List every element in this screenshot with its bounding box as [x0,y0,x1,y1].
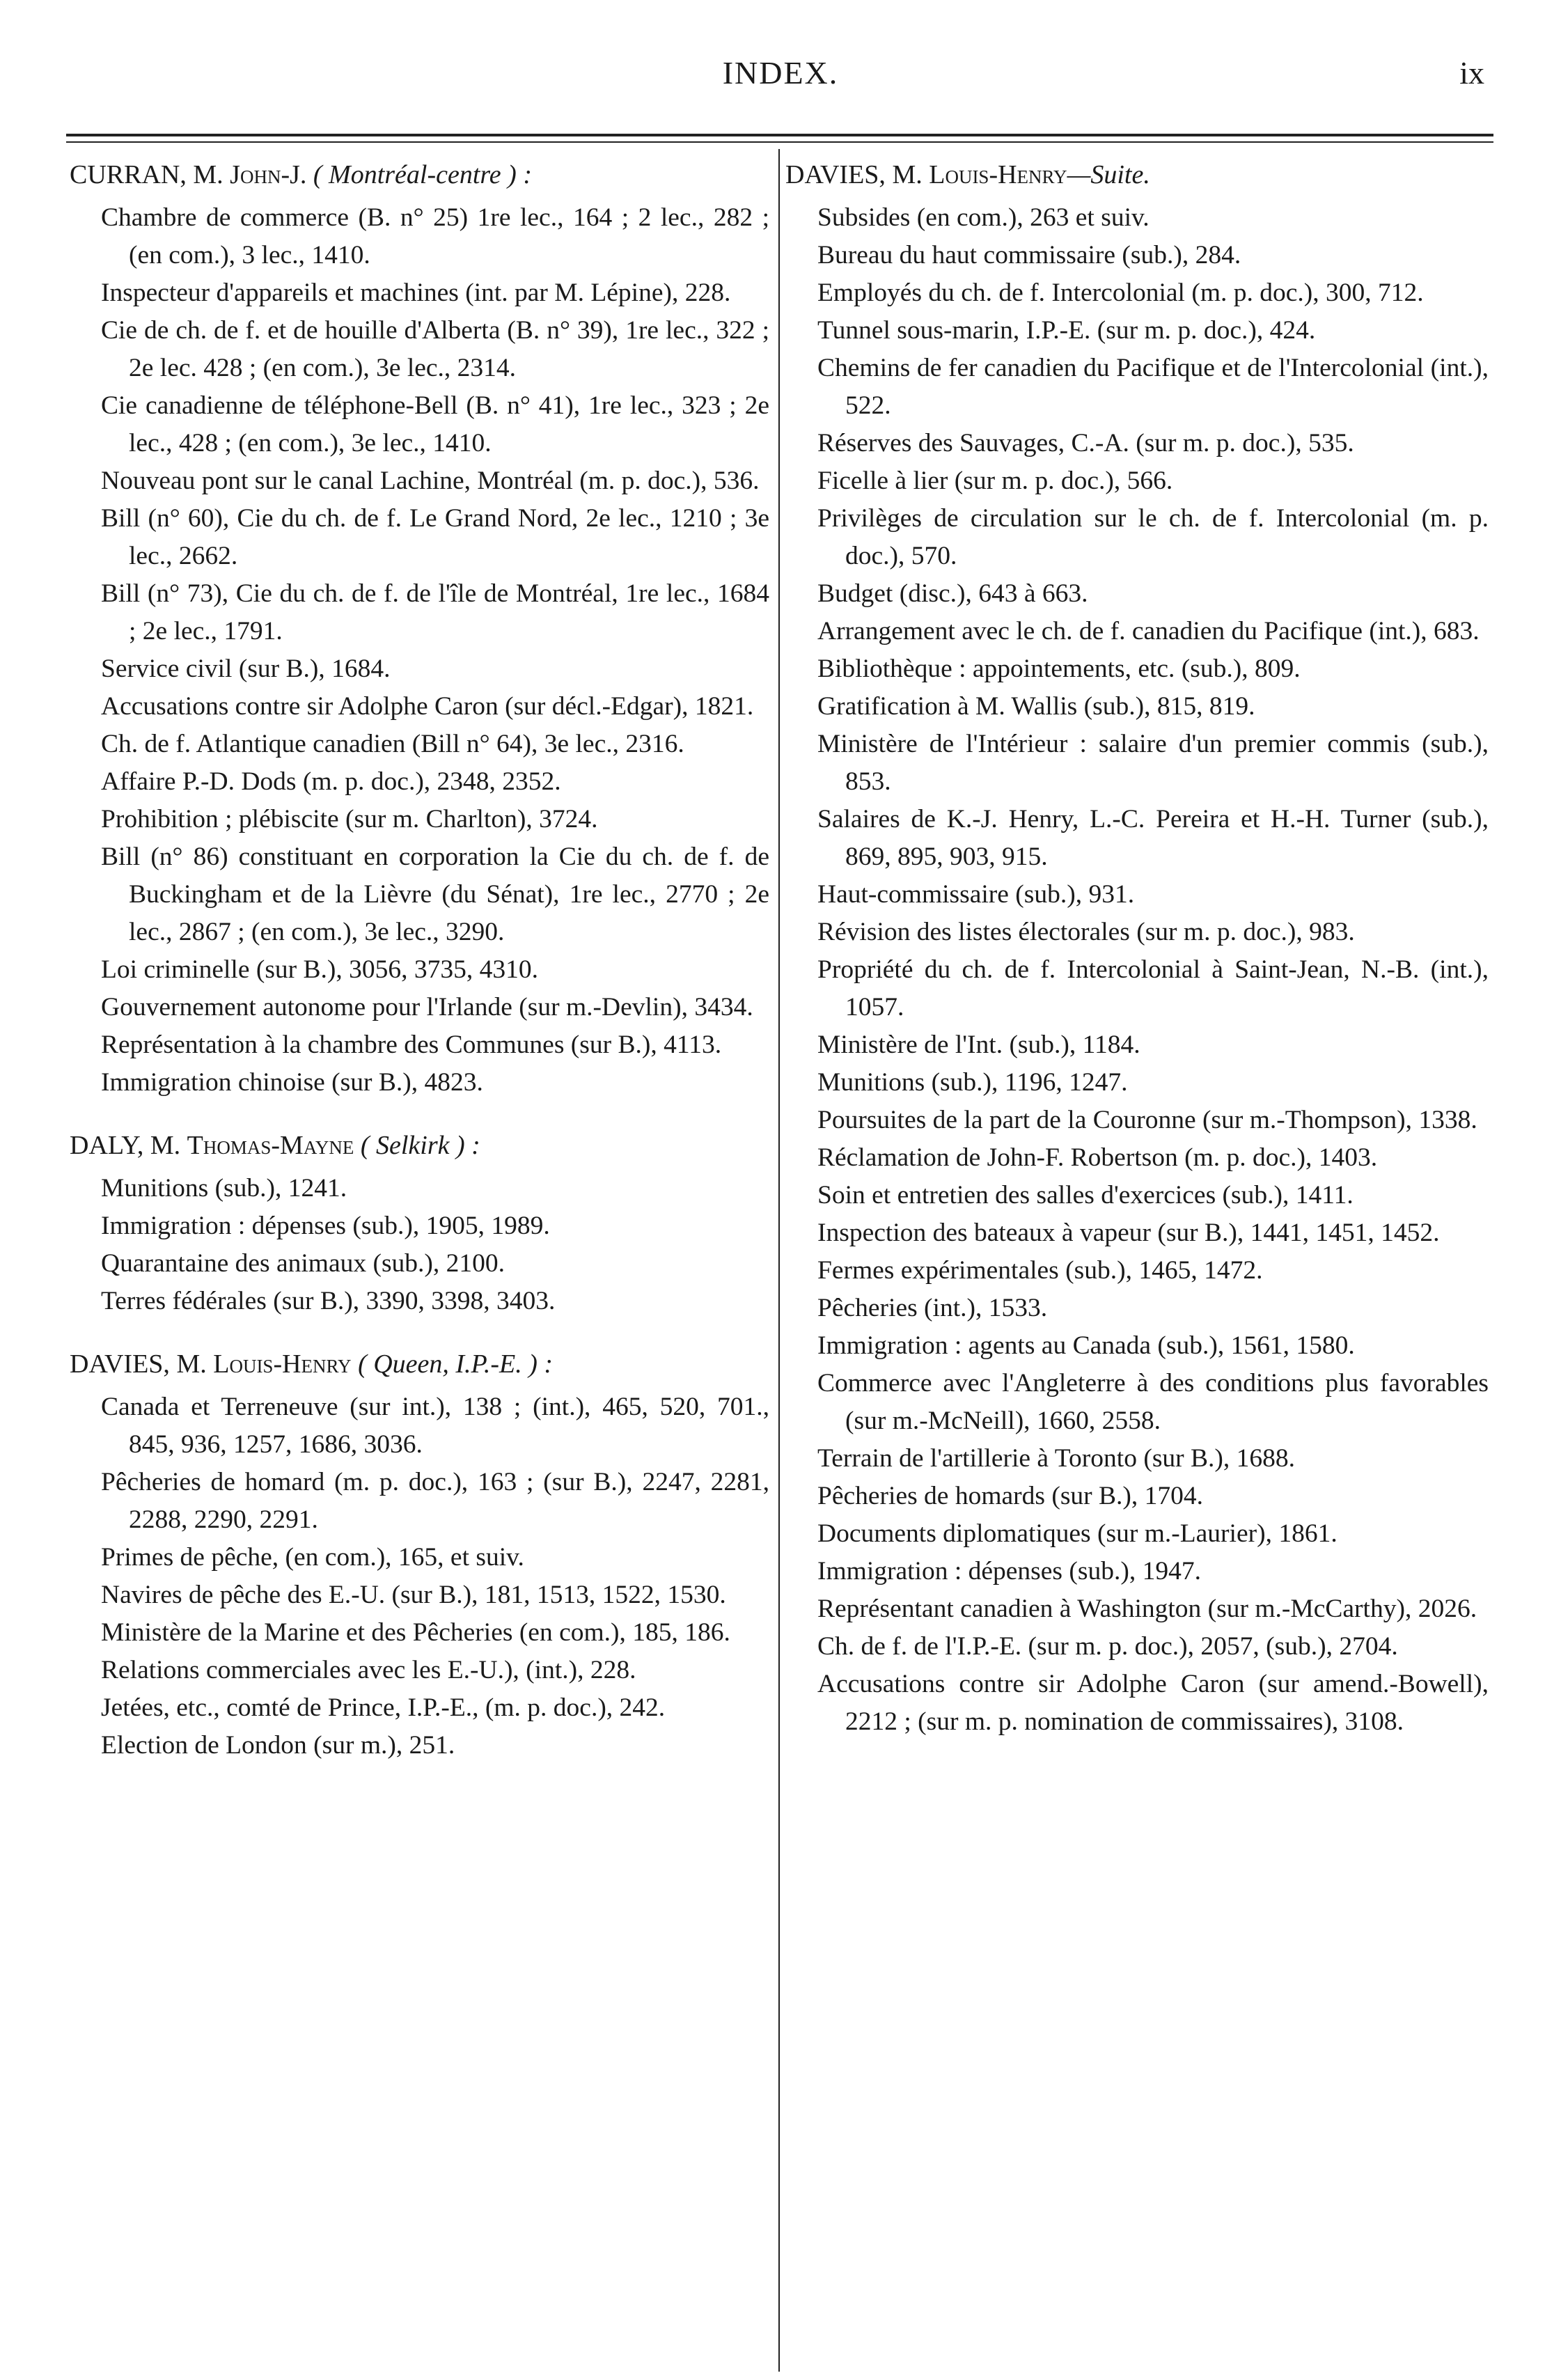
index-entry: Inspecteur d'appareils et machines (int. par M. Lépine), 228. [101,279,731,307]
entry-list-daly [70,1170,769,1320]
index-entry: Ministère de l'Intérieur : salaire d'un premier commis (sub.), 853. [817,730,1489,796]
name-heading-davies [70,1348,769,1380]
surname: DAVIES, [785,160,886,189]
index-entry: Commerce avec l'Angleterre à des conditions plus favorables (sur m.-McNeill), 1660, 2558. [817,1369,1489,1435]
index-entry: Terres fédérales (sur B.), 3390, 3398, 3403. [101,1287,556,1315]
column-divider [778,149,780,2372]
index-entry: Propriété du ch. de f. Intercolonial à Saint-Jean, N.-B. (int.), 1057. [817,955,1489,1021]
name-heading-davies-suite [785,159,1489,191]
index-entry: Chambre de commerce (B. n° 25) 1re lec., 164 ; 2 lec., 282 ; (en com.), 3 lec., 1410. [101,203,769,269]
index-entry: Ficelle à lier (sur m. p. doc.), 566. [817,467,1173,495]
header-rule-thin [66,141,1493,143]
riding: ( Selkirk ) : [360,1131,480,1160]
page-number: ix [1459,55,1484,91]
entry-list-davies [70,1388,769,1764]
index-entry: Pêcheries de homard (m. p. doc.), 163 ; (sur B.), 2247, 2281, 2288, 2290, 2291. [101,1468,769,1534]
index-entry: Prohibition ; plébiscite (sur m. Charlton), 3724. [101,805,598,833]
given-name: Thomas-Mayne [187,1131,354,1160]
index-entry: Salaires de K.-J. Henry, L.-C. Pereira et H.-H. Turner (sub.), 869, 895, 903, 915. [817,805,1489,871]
index-entry: Chemins de fer canadien du Pacifique et de l'Intercolonial (int.), 522. [817,354,1489,420]
section-gap [70,1320,769,1348]
index-entry: Affaire P.-D. Dods (m. p. doc.), 2348, 2352. [101,767,561,796]
index-entry: Service civil (sur B.), 1684. [101,655,391,683]
index-entry: Haut-commissaire (sub.), 931. [817,880,1135,909]
honorific: M. [193,160,223,189]
index-entry: Employés du ch. de f. Intercolonial (m. p. doc.), 300, 712. [817,279,1424,307]
index-entry: Bibliothèque : appointements, etc. (sub.), 809. [817,655,1301,683]
section-gap [70,1102,769,1129]
suite-marker: —Suite. [1067,160,1150,189]
index-entry: Subsides (en com.), 263 et suiv. [817,203,1150,232]
index-entry: Soin et entretien des salles d'exercices (sub.), 1411. [817,1181,1354,1209]
given-name: Louis-Henry [929,160,1067,189]
index-entry: Canada et Terreneuve (sur int.), 138 ; (int.), 465, 520, 701., 845, 936, 1257, 1686, 3036. [101,1393,769,1459]
index-entry: Ch. de f. de l'I.P.-E. (sur m. p. doc.), 2057, (sub.), 2704. [817,1632,1398,1661]
index-entry: Immigration chinoise (sur B.), 4823. [101,1068,483,1097]
index-entry: Cie de ch. de f. et de houille d'Alberta (B. n° 39), 1re lec., 322 ; 2e lec. 428 ; (en com.), 3e lec., 2314. [101,316,769,382]
surname: DALY, [70,1131,144,1160]
index-entry: Représentant canadien à Washington (sur m.-McCarthy), 2026. [817,1595,1477,1623]
index-entry: Navires de pêche des E.-U. (sur B.), 181, 1513, 1522, 1530. [101,1581,726,1609]
header-rule-thick [66,134,1493,136]
index-entry: Bill (n° 73), Cie du ch. de f. de l'île de Montréal, 1re lec., 1684 ; 2e lec., 1791. [101,579,769,645]
index-entry: Cie canadienne de téléphone-Bell (B. n° 41), 1re lec., 323 ; 2e lec., 428 ; (en com.), 3e lec., 1410. [101,391,769,457]
surname: CURRAN, [70,160,187,189]
index-entry: Inspection des bateaux à vapeur (sur B.), 1441, 1451, 1452. [817,1219,1440,1247]
index-entry: Accusations contre sir Adolphe Caron (sur décl.-Edgar), 1821. [101,692,754,721]
index-entry: Munitions (sub.), 1241. [101,1174,347,1203]
page-title: INDEX. [722,55,839,91]
index-entry: Poursuites de la part de la Couronne (sur m.-Thompson), 1338. [817,1106,1477,1134]
index-entry: Documents diplomatiques (sur m.-Laurier), 1861. [817,1519,1338,1548]
index-entry: Révision des listes électorales (sur m. p. doc.), 983. [817,918,1355,946]
index-entry: Budget (disc.), 643 à 663. [817,579,1088,608]
index-entry: Jetées, etc., comté de Prince, I.P.-E., (m. p. doc.), 242. [101,1693,666,1722]
index-entry: Ministère de la Marine et des Pêcheries (en com.), 185, 186. [101,1618,730,1647]
index-entry: Quarantaine des animaux (sub.), 2100. [101,1249,505,1278]
index-entry: Représentation à la chambre des Communes (sur B.), 4113. [101,1031,722,1059]
index-entry: Primes de pêche, (en com.), 165, et suiv. [101,1543,524,1572]
index-entry: Fermes expérimentales (sub.), 1465, 1472. [817,1256,1263,1285]
honorific: M. [150,1131,181,1160]
index-entry: Bill (n° 86) constituant en corporation la Cie du ch. de f. de Buckingham et de la Lièvre (du Sénat), 1re lec., 2770 ; 2e lec., 2867 ; (en com.), 3e lec., 3290. [101,843,769,946]
index-entry: Election de London (sur m.), 251. [101,1731,455,1760]
index-entry: Terrain de l'artillerie à Toronto (sur B.), 1688. [817,1444,1296,1473]
left-column [70,159,769,1764]
index-entry: Immigration : agents au Canada (sub.), 1561, 1580. [817,1331,1355,1360]
index-entry: Immigration : dépenses (sub.), 1947. [817,1557,1201,1586]
index-entry: Réclamation de John-F. Robertson (m. p. doc.), 1403. [817,1143,1378,1172]
index-entry: Munitions (sub.), 1196, 1247. [817,1068,1128,1097]
index-entry: Bill (n° 60), Cie du ch. de f. Le Grand Nord, 2e lec., 1210 ; 3e lec., 2662. [101,504,769,570]
index-entry: Arrangement avec le ch. de f. canadien du Pacifique (int.), 683. [817,617,1480,645]
index-entry: Nouveau pont sur le canal Lachine, Montréal (m. p. doc.), 536. [101,467,760,495]
index-entry: Gratification à M. Wallis (sub.), 815, 819. [817,692,1255,721]
right-column [785,159,1489,1741]
entry-list-curran [70,199,769,1102]
index-entry: Immigration : dépenses (sub.), 1905, 1989. [101,1212,550,1240]
honorific: M. [892,160,923,189]
index-entry: Bureau du haut commissaire (sub.), 284. [817,241,1241,269]
given-name: Louis-Henry [213,1349,352,1379]
index-entry: Pêcheries de homards (sur B.), 1704. [817,1482,1204,1510]
index-entry: Tunnel sous-marin, I.P.-E. (sur m. p. doc.), 424. [817,316,1316,345]
index-entry: Loi criminelle (sur B.), 3056, 3735, 4310. [101,955,539,984]
index-entry: Relations commerciales avec les E.-U.), (int.), 228. [101,1656,636,1684]
index-entry: Privilèges de circulation sur le ch. de f. Intercolonial (m. p. doc.), 570. [817,504,1489,570]
index-entry: Gouvernement autonome pour l'Irlande (sur m.-Devlin), 3434. [101,993,753,1021]
surname: DAVIES, [70,1349,170,1379]
given-name: John-J. [230,160,307,189]
index-entry: Ch. de f. Atlantique canadien (Bill n° 64), 3e lec., 2316. [101,730,684,758]
index-entry: Pêcheries (int.), 1533. [817,1294,1048,1322]
index-entry: Réserves des Sauvages, C.-A. (sur m. p. doc.), 535. [817,429,1354,457]
name-heading-curran [70,159,769,191]
page-header [0,0,1561,132]
honorific: M. [176,1349,207,1379]
riding: ( Queen, I.P.-E. ) : [358,1349,554,1379]
index-entry: Ministère de l'Int. (sub.), 1184. [817,1031,1140,1059]
name-heading-daly [70,1129,769,1161]
index-entry: Accusations contre sir Adolphe Caron (sur amend.-Bowell), 2212 ; (sur m. p. nomination de commissaires), 3108. [817,1670,1489,1736]
riding: ( Montréal-centre ) : [313,160,532,189]
entry-list-davies-suite [785,199,1489,1741]
